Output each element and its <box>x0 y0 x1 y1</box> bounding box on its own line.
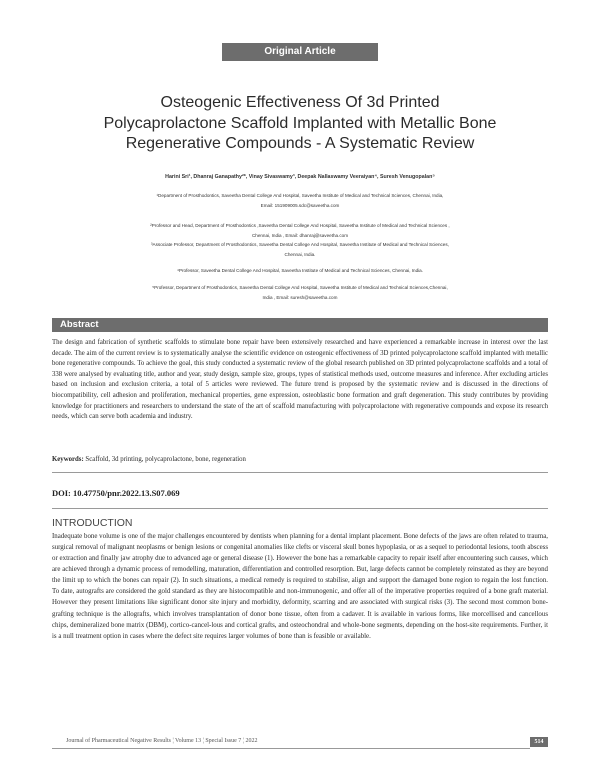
affiliation-line: ¹Department of Prosthodontics, Saveetha Dental College And Hospital, Saveetha Institute of Medical and Technical Sciences, Chennai, India, <box>156 193 444 198</box>
introduction-heading: INTRODUCTION <box>52 517 133 529</box>
affiliation-5 <box>80 283 520 302</box>
affiliation-4 <box>80 266 520 276</box>
title-line: Polycaprolactone Scaffold Implanted with Metallic Bone <box>103 114 497 132</box>
keywords-label: Keywords: <box>52 456 84 463</box>
affiliation-line: Chennai, India. <box>284 251 316 257</box>
page-footer <box>52 737 548 747</box>
affiliation-3 <box>80 240 520 259</box>
title-line: Osteogenic Effectiveness Of 3d Printed <box>160 94 440 111</box>
section-divider <box>52 472 548 473</box>
footer-rule <box>52 748 530 749</box>
footer-journal: Journal of Pharmaceutical Negative Results ¦ Volume 13 ¦ Special Issue 7 ¦ 2022 <box>66 738 258 744</box>
doi[interactable]: DOI: 10.47750/pnr.2022.13.S07.069 <box>52 488 180 498</box>
title-line: Regenerative Compounds - A Systematic Review <box>125 135 475 152</box>
page-number: 514 <box>530 737 548 747</box>
paper-title <box>50 93 550 155</box>
article-type-banner: Original Article <box>222 43 378 61</box>
author-list: Harini Sri¹, Dhanraj Ganapathy²*, Vinay Sivaswamy³, Deepak Nallaswamy Veeraiyan⁴, Suresh Venugopalan⁵ <box>165 174 435 180</box>
abstract-text: The design and fabrication of synthetic scaffolds to stimulate bone repair have been extensively researched and have experienced a remarkable increase in interest over the last decade. The aim of the current review is to systematically analyse the scientific evidence on osteogenic effectiveness of 3D printed polycaprolactone scaffold implanted with metallic bone regenerative compounds. To achieve the goal, this study conducted a systematic review of the global research published on 3D printed polycaprolactone scaffolds and a total of 338 were analysed by evaluating title, author and year, study design, sample size, groups, types of statistical methods used, outcome measures and inference. After excluding articles based on inclusion and exclusion criteria, a total of 5 articles were reviewed. The future trend is proposed by the systematic review and is discussed in the directions of biocompatibility, cell adhesion and proliferation, mechanical properties, gene expression, osteoblastic bone formation and graft degeneration. This study contributes by providing knowledge for practitioners and researchers to understand the state of the art of scaffold manufacturing with polycaprolactone with regenerative compounds and expose its research needs, which can serve both academia and industry. <box>52 339 548 421</box>
keywords <box>52 456 246 463</box>
affiliation-1 <box>80 191 520 210</box>
keywords-value: Scaffold, 3d printing, polycaprolactone, bone, regeneration <box>85 456 246 463</box>
introduction-text: Inadequate bone volume is one of the major challenges encountered by dentists when planning for a dental implant placement. Bone defects of the jaws are often related to trauma, surgical removal of malignant neoplasms or benign lesions or congenital anomalies like clefts or visceral skull bones hypoplasia, or as a sequel to periodontal lesions, tooth abscess or extraction and finally jaw atrophy due to advanced age or general disease (1). However the bone has a remarkable capacity to repair itself after encountering such causes, which are achieved through a dynamic process of remodelling, maturation, differentiation and controlled resorption. But, large defects cannot be completely reinstated as they are beyond the limit up to which the bones can repair (2). In such situations, a medical remedy is required to stabilise, align and support the damaged bone region to regain the lost function. To date, autografts are considered the gold standard as they are histocompatible and non-immunogenic, and offer all of the imperative properties required of a bone graft material. However they present limitations like significant donor site injury and morbidity, deformity, scarring and are associated with surgical risks (3). The second most common bone-grafting technique is the allografts, which involves transplantation of donor bone tissue, often from a cadaver. It is available in various forms, like morcellised and cancellous chips, demineralized bone matrix (DBM), cortico-cancel-lous and cortical grafts, and osteochondral and whole-bone segments, depending on the host-site requirements. Further, it is a null treatment option in cases where the defect site requires larger volumes of bone than is feasible or available. <box>52 533 548 640</box>
affiliation-line: ⁴Professor, Saveetha Dental College And Hospital, Saveetha Institute of Medical and Technical Sciences, Chennai, India. <box>176 268 423 273</box>
section-divider <box>52 508 548 509</box>
affiliation-line: ²Professor and Head, Department of Prosthodontics ,Saveetha Dental College And Hospital, Saveetha Institute of Medical and Technical Sciences , <box>150 223 450 228</box>
abstract-heading: Abstract <box>52 318 548 332</box>
affiliation-line: ⁵Professor, Department of Prosthodontics, Saveetha Dental College And Hospital, Saveetha Institute of Medical and Technical Sciences,Chennai, <box>152 285 448 290</box>
affiliation-line: India , Email: suresh@saveetha.com <box>262 294 338 300</box>
affiliation-line: ³Associate Professor, Department of Prosthodontics, Saveetha Dental College And Hospital, Saveetha Institute of Medical and Technical Sciences, <box>151 242 449 247</box>
affiliation-2 <box>80 221 520 240</box>
affiliation-line: Chennai, India , Email: dhanraj@saveetha.com <box>251 232 349 238</box>
affiliation-line: Email: 151909005.sdc@saveetha.com <box>260 202 340 208</box>
